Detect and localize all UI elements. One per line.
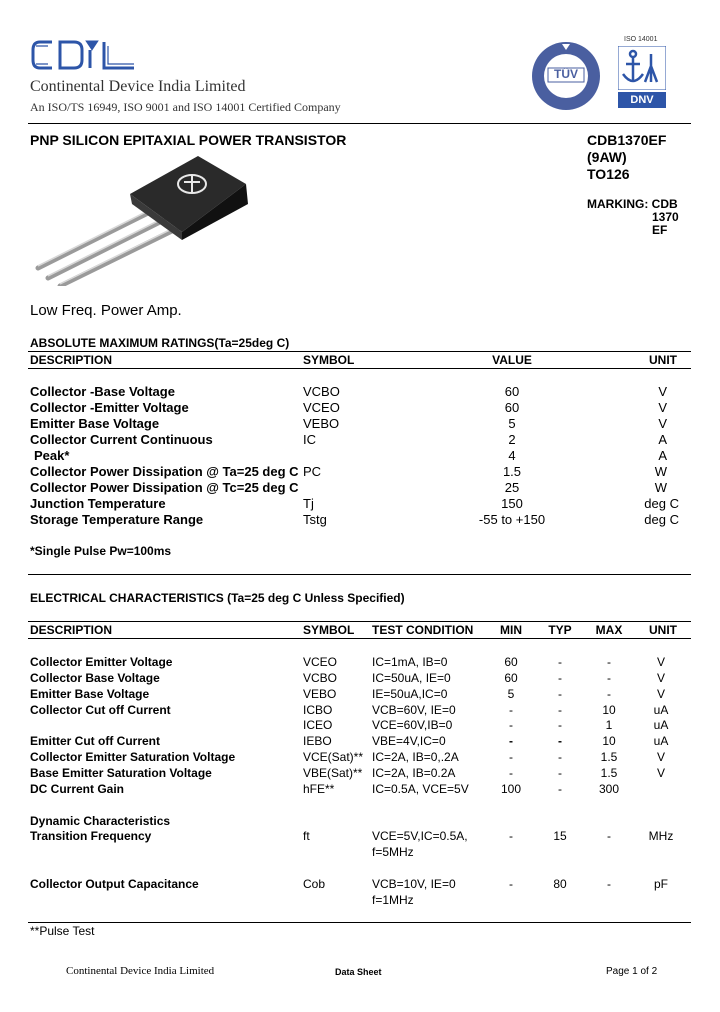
abs-max-top-rule bbox=[28, 351, 691, 352]
abs-max-row-value: 4 bbox=[508, 448, 516, 463]
abs-max-row-description: Junction Temperature bbox=[30, 496, 166, 511]
abs-max-row-unit: W bbox=[654, 480, 667, 495]
dynamic-row-description: Transition Frequency bbox=[30, 829, 152, 843]
dynamic-row-unit: MHz bbox=[648, 829, 674, 843]
package-type: TO126 bbox=[587, 166, 630, 182]
to126-drawing bbox=[32, 156, 262, 286]
electrical-row-symbol: ICEO bbox=[303, 718, 333, 732]
table-row bbox=[0, 416, 720, 432]
table-row bbox=[0, 671, 720, 687]
electrical-row-min: 100 bbox=[500, 782, 522, 796]
dynamic-row-condition-line2: f=5MHz bbox=[372, 845, 414, 859]
certification-line: An ISO/TS 16949, ISO 9001 and ISO 14001 Certified Company bbox=[30, 100, 341, 114]
abs-max-row-unit: A bbox=[658, 448, 667, 463]
part-number: CDB1370EF bbox=[587, 132, 667, 148]
marking-label: MARKING: CDB bbox=[587, 197, 678, 211]
electrical-row-unit: uA bbox=[653, 718, 669, 732]
electrical-row-description: Collector Base Voltage bbox=[30, 671, 160, 685]
electrical-row-symbol: VCBO bbox=[303, 671, 338, 685]
table-row bbox=[0, 480, 720, 496]
abs-max-header-symbol: SYMBOL bbox=[303, 353, 355, 367]
electrical-row-unit: V bbox=[656, 671, 665, 685]
electrical-row-min: - bbox=[509, 734, 513, 748]
abs-max-header-unit: UNIT bbox=[649, 353, 677, 367]
footer-page-number: Page 1 of 2 bbox=[606, 966, 658, 977]
electrical-row-typ: - bbox=[558, 718, 562, 732]
abs-max-row-symbol: VCBO bbox=[303, 384, 340, 399]
electrical-row-max: 1.5 bbox=[600, 750, 618, 764]
company-logo bbox=[30, 36, 140, 76]
electrical-row-condition: VCB=60V, IE=0 bbox=[372, 703, 456, 717]
dynamic-row-min: - bbox=[509, 877, 513, 891]
abs-max-row-value: 5 bbox=[508, 416, 516, 431]
abs-max-row-symbol: VCEO bbox=[303, 400, 340, 415]
dnv-cert-badge bbox=[618, 36, 666, 110]
table-row bbox=[0, 750, 720, 766]
table-row bbox=[0, 734, 720, 750]
dynamic-row-condition: VCB=10V, IE=0 bbox=[372, 877, 456, 891]
abs-max-row-value: 1.5 bbox=[502, 464, 522, 479]
abs-max-row-unit: V bbox=[658, 400, 667, 415]
dnv-label: DNV bbox=[618, 92, 666, 108]
dynamic-row-max: - bbox=[607, 829, 611, 843]
abs-max-row-description: Collector Current Continuous bbox=[30, 432, 213, 447]
electrical-row-condition: IC=2A, IB=0.2A bbox=[372, 766, 456, 780]
abs-max-row-value: 60 bbox=[504, 400, 520, 415]
electrical-row-unit: uA bbox=[653, 734, 669, 748]
electrical-row-max: 10 bbox=[602, 734, 616, 748]
abs-max-row-symbol: VEBO bbox=[303, 416, 340, 431]
electrical-row-max: - bbox=[607, 687, 611, 701]
electrical-row-max: 1 bbox=[605, 718, 613, 732]
electrical-header-condition: TEST CONDITION bbox=[372, 623, 474, 637]
electrical-row-max: - bbox=[607, 655, 611, 669]
electrical-header-rule bbox=[28, 638, 691, 639]
abs-max-row-value: 2 bbox=[508, 432, 516, 447]
marking-line-3: EF bbox=[652, 223, 668, 237]
electrical-row-condition: VBE=4V,IC=0 bbox=[372, 734, 446, 748]
abs-max-row-value: 25 bbox=[504, 480, 520, 495]
electrical-row-condition: VCE=60V,IB=0 bbox=[372, 718, 453, 732]
dynamic-row-symbol: ft bbox=[303, 829, 310, 843]
table-row bbox=[0, 687, 720, 703]
abs-max-row-symbol: Tstg bbox=[303, 512, 327, 527]
electrical-row-symbol: VBE(Sat)** bbox=[303, 766, 363, 780]
dynamic-row-max: - bbox=[607, 877, 611, 891]
electrical-row-min: 60 bbox=[504, 671, 518, 685]
electrical-row-min: 5 bbox=[507, 687, 515, 701]
table-row bbox=[0, 829, 720, 861]
electrical-row-min: - bbox=[509, 718, 513, 732]
electrical-row-condition: IC=0.5A, VCE=5V bbox=[372, 782, 469, 796]
marking-line-2: 1370 bbox=[652, 210, 679, 224]
table-row bbox=[0, 496, 720, 512]
dynamic-characteristics-heading: Dynamic Characteristics bbox=[30, 814, 171, 828]
product-line-title: PNP SILICON EPITAXIAL POWER TRANSISTOR bbox=[30, 132, 347, 148]
electrical-row-unit: V bbox=[656, 687, 665, 701]
abs-max-header-rule bbox=[28, 368, 691, 369]
abs-max-row-value: -55 to +150 bbox=[478, 512, 546, 527]
electrical-row-description: Collector Emitter Saturation Voltage bbox=[30, 750, 236, 764]
electrical-row-typ: - bbox=[558, 671, 562, 685]
tuv-cert-badge bbox=[528, 40, 604, 112]
electrical-header-unit: UNIT bbox=[649, 623, 677, 637]
application-text: Low Freq. Power Amp. bbox=[30, 302, 182, 319]
electrical-row-min: - bbox=[509, 750, 513, 764]
electrical-row-description: Base Emitter Saturation Voltage bbox=[30, 766, 212, 780]
electrical-row-typ: - bbox=[558, 703, 562, 717]
abs-max-row-description: Collector Power Dissipation @ Ta=25 deg C bbox=[30, 464, 299, 479]
abs-max-row-symbol: Tj bbox=[303, 496, 314, 511]
dynamic-row-min: - bbox=[509, 829, 513, 843]
electrical-row-symbol: VCE(Sat)** bbox=[303, 750, 364, 764]
electrical-row-symbol: IEBO bbox=[303, 734, 332, 748]
table-row bbox=[0, 782, 720, 798]
abs-max-row-description: Peak* bbox=[34, 448, 70, 463]
abs-max-header-value: VALUE bbox=[492, 353, 532, 367]
table-row bbox=[0, 464, 720, 480]
electrical-header-description: DESCRIPTION bbox=[30, 623, 113, 637]
electrical-row-typ: - bbox=[558, 750, 562, 764]
iso-14001-label: ISO 14001 bbox=[624, 36, 658, 43]
abs-max-row-unit: W bbox=[654, 464, 667, 479]
table-row bbox=[0, 877, 720, 909]
electrical-row-typ: - bbox=[558, 687, 562, 701]
electrical-bottom-rule bbox=[28, 922, 691, 923]
electrical-header-symbol: SYMBOL bbox=[303, 623, 355, 637]
dynamic-row-description: Collector Output Capacitance bbox=[30, 877, 199, 891]
electrical-row-max: 1.5 bbox=[600, 766, 618, 780]
electrical-header-typ: TYP bbox=[548, 623, 572, 637]
electrical-row-unit: V bbox=[656, 655, 665, 669]
electrical-row-symbol: VCEO bbox=[303, 655, 338, 669]
electrical-row-symbol: ICBO bbox=[303, 703, 333, 717]
dynamic-row-typ: 80 bbox=[553, 877, 567, 891]
abs-max-row-description: Emitter Base Voltage bbox=[30, 416, 160, 431]
abs-max-row-unit: V bbox=[658, 384, 667, 399]
abs-max-row-description: Storage Temperature Range bbox=[30, 512, 204, 527]
company-name: Continental Device India Limited bbox=[30, 78, 246, 95]
electrical-row-description: Emitter Base Voltage bbox=[30, 687, 150, 701]
tuv-label: TÜV bbox=[554, 67, 578, 81]
abs-max-row-value: 150 bbox=[501, 496, 523, 511]
dynamic-row-condition-line2: f=1MHz bbox=[372, 893, 414, 907]
table-row bbox=[0, 655, 720, 671]
abs-max-row-description: Collector Power Dissipation @ Tc=25 deg C bbox=[30, 480, 299, 495]
electrical-row-unit: V bbox=[656, 750, 665, 764]
table-row bbox=[0, 448, 720, 464]
header-rule bbox=[28, 123, 691, 124]
table-row bbox=[0, 400, 720, 416]
electrical-row-description: Emitter Cut off Current bbox=[30, 734, 160, 748]
electrical-row-min: - bbox=[509, 703, 513, 717]
electrical-row-typ: - bbox=[558, 782, 562, 796]
dynamic-row-condition: VCE=5V,IC=0.5A, bbox=[372, 829, 468, 843]
abs-max-heading: ABSOLUTE MAXIMUM RATINGS(Ta=25deg C) bbox=[30, 336, 290, 350]
electrical-row-max: 10 bbox=[602, 703, 616, 717]
electrical-row-symbol: hFE** bbox=[303, 782, 335, 796]
table-row bbox=[0, 766, 720, 782]
cdil-logo-graphic bbox=[30, 36, 140, 76]
electrical-header-max: MAX bbox=[595, 623, 623, 637]
electrical-row-unit: V bbox=[656, 766, 665, 780]
anchor-icon bbox=[618, 46, 666, 90]
electrical-row-condition: IC=1mA, IB=0 bbox=[372, 655, 448, 669]
transistor-package-image bbox=[32, 156, 262, 286]
table-row bbox=[0, 703, 720, 719]
electrical-row-max: 300 bbox=[598, 782, 620, 796]
electrical-row-condition: IC=2A, IB=0,.2A bbox=[372, 750, 459, 764]
section-divider bbox=[28, 574, 691, 575]
abs-max-header-description: DESCRIPTION bbox=[30, 353, 113, 367]
abs-max-row-unit: deg C bbox=[644, 496, 679, 511]
electrical-heading: ELECTRICAL CHARACTERISTICS (Ta=25 deg C Unless Specified) bbox=[30, 591, 405, 605]
electrical-row-unit: uA bbox=[653, 703, 669, 717]
table-row bbox=[0, 718, 720, 734]
table-row bbox=[0, 384, 720, 400]
abs-max-row-unit: V bbox=[658, 416, 667, 431]
table-row bbox=[0, 512, 720, 528]
dynamic-row-typ: 15 bbox=[553, 829, 567, 843]
dynamic-row-unit: pF bbox=[653, 877, 668, 891]
abs-max-row-value: 60 bbox=[504, 384, 520, 399]
footer-company: Continental Device India Limited bbox=[66, 965, 215, 977]
part-variant: (9AW) bbox=[587, 149, 627, 165]
footer-doc-type: Data Sheet bbox=[335, 967, 382, 977]
electrical-row-typ: - bbox=[558, 766, 562, 780]
electrical-row-description: Collector Cut off Current bbox=[30, 703, 171, 717]
abs-max-row-unit: deg C bbox=[644, 512, 679, 527]
abs-max-row-symbol: IC bbox=[303, 432, 316, 447]
electrical-row-typ: - bbox=[558, 734, 562, 748]
electrical-row-typ: - bbox=[558, 655, 562, 669]
electrical-row-condition: IC=50uA, IE=0 bbox=[372, 671, 451, 685]
electrical-row-min: - bbox=[509, 766, 513, 780]
electrical-row-min: 60 bbox=[504, 655, 518, 669]
abs-max-row-symbol: PC bbox=[303, 464, 322, 479]
abs-max-row-description: Collector -Base Voltage bbox=[30, 384, 175, 399]
electrical-row-max: - bbox=[607, 671, 611, 685]
electrical-header-min: MIN bbox=[500, 623, 522, 637]
dynamic-row-symbol: Cob bbox=[303, 877, 326, 891]
electrical-row-condition: IE=50uA,IC=0 bbox=[372, 687, 448, 701]
abs-max-footnote: *Single Pulse Pw=100ms bbox=[30, 544, 172, 558]
electrical-row-symbol: VEBO bbox=[303, 687, 337, 701]
table-row bbox=[0, 432, 720, 448]
electrical-top-rule bbox=[28, 621, 691, 622]
abs-max-row-description: Collector -Emitter Voltage bbox=[30, 400, 189, 415]
electrical-row-description: Collector Emitter Voltage bbox=[30, 655, 173, 669]
pulse-test-footnote: **Pulse Test bbox=[30, 924, 95, 938]
abs-max-row-unit: A bbox=[658, 432, 667, 447]
electrical-row-description: DC Current Gain bbox=[30, 782, 125, 796]
